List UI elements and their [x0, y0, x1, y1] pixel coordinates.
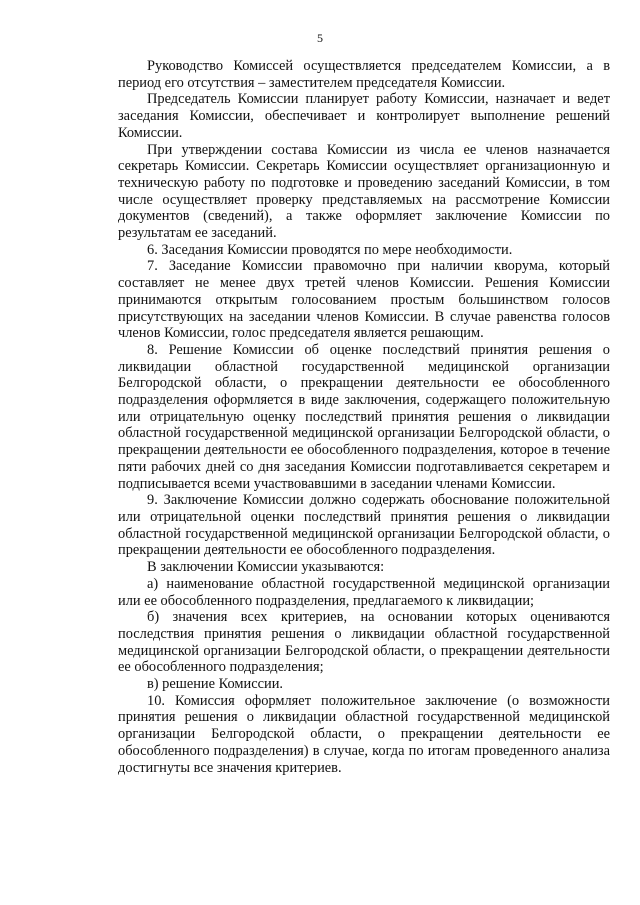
paragraph-item-9: 9. Заключение Комиссии должно содержать обоснование положительной или отрицательной оценки последствий принятия решения о ликвидации областной государственной медицинской организации Белгородской области, о прекращении деятельности ее обособленного подразделения.	[118, 492, 610, 559]
paragraph-item-6: 6. Заседания Комиссии проводятся по мере необходимости.	[147, 241, 513, 258]
paragraph-secretary-duties: При утверждении состава Комиссии из числа ее членов назначается секретарь Комиссии. Секретарь Комиссии осуществляет организационную и техническую работу по подготовке и проведению заседаний Комиссии, в том числе осуществляет проверку представляемых на рассмотрение Комиссии документов (сведений), а также оформляет заключение Комиссии по результатам ее заседаний.	[118, 141, 610, 242]
paragraph-commission-leadership: Руководство Комиссей осуществляется председателем Комиссии, а в период его отсутствия – заместителем председателя Комиссии.	[118, 58, 610, 91]
paragraph-conclusion-contents: В заключении Комиссии указываются:	[147, 559, 385, 576]
paragraph-subitem-v: в) решение Комиссии.	[147, 676, 284, 693]
paragraph-item-10: 10. Комиссия оформляет положительное заключение (о возможности принятия решения о ликвидации областной государственной медицинской организации Белгородской области, о прекращении деятельности ее обособленного подразделения) в случае, когда по итогам проведенного анализа достигнуты все значения критериев.	[118, 692, 610, 776]
paragraph-subitem-a: а) наименование областной государственной медицинской организации или ее обособленного подразделения, предлагаемого к ликвидации;	[118, 575, 610, 609]
paragraph-item-8: 8. Решение Комиссии об оценке последствий принятия решения о ликвидации областной государственной медицинской организации Белгородской области, о прекращении деятельности ее обособленного подразделения оформляется в виде заключения, содержащего положительную или отрицательную оценку последствий принятия решения о ликвидации областной государственной медицинской организации Белгородской области, о прекращении деятельности ее обособленного подразделения, которое в течение пяти рабочих дней со дня заседания Комиссии подготавливается секретарем и подписывается всеми участвовавшими в заседании членами Комиссии.	[118, 341, 610, 492]
document-body	[118, 58, 610, 776]
paragraph-subitem-b: б) значения всех критериев, на основании которых оцениваются последствия принятия решения о ликвидации областной государственной медицинской организации Белгородской области, о прекращении деятельности ее обособленного подразделения;	[118, 609, 610, 676]
paragraph-chairman-duties: Председатель Комиссии планирует работу Комиссии, назначает и ведет заседания Комиссии, обеспечивает и контролирует выполнение решений Комиссии.	[118, 91, 610, 141]
paragraph-item-7: 7. Заседание Комиссии правомочно при наличии кворума, который составляет не менее двух третей членов Комиссии. Решения Комиссии принимаются открытым голосованием простым большинством голосов присутствующих на заседании членов Комиссии. В случае равенства голосов членов Комиссии, голос председателя является решающим.	[118, 258, 610, 342]
page-number: 5	[317, 31, 323, 45]
